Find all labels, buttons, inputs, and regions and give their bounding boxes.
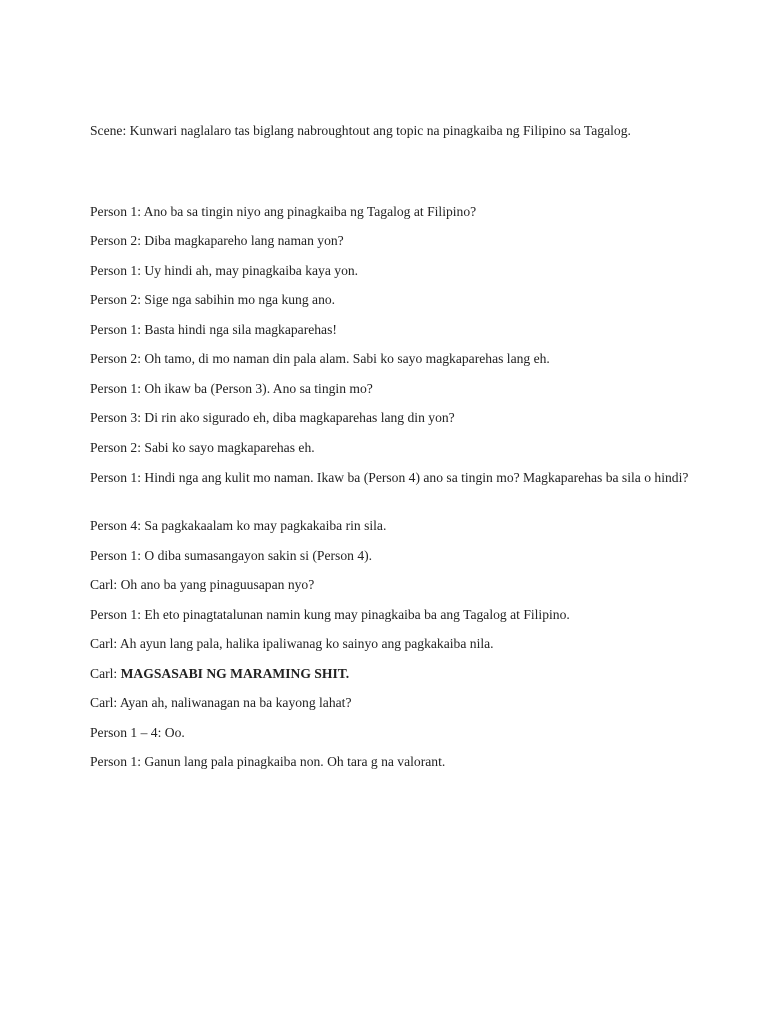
dialogue-text: Ayan ah, naliwanagan na ba kayong lahat?	[119, 695, 352, 710]
speaker-label: Person 1:	[90, 607, 141, 622]
dialogue-text: Oo.	[164, 725, 185, 740]
dialogue-line	[90, 350, 690, 368]
dialogue-text: Sabi ko sayo magkaparehas eh.	[144, 440, 315, 455]
dialogue-text: Oh tamo, di mo naman din pala alam. Sabi ko sayo magkaparehas lang eh.	[144, 351, 550, 366]
speaker-label: Person 1:	[90, 263, 141, 278]
dialogue-text: Ah ayun lang pala, halika ipaliwanag ko sainyo ang pagkakaiba nila.	[119, 636, 494, 651]
dialogue-text: Di rin ako sigurado eh, diba magkaparehas lang din yon?	[144, 410, 455, 425]
dialogue-text: Ganun lang pala pinagkaiba non. Oh tara g na valorant.	[144, 754, 446, 769]
speaker-label: Carl:	[90, 666, 118, 681]
speaker-label: Person 2:	[90, 292, 141, 307]
dialogue-text-bold: MAGSASABI NG MARAMING SHIT.	[120, 666, 350, 681]
scene-description: Scene: Kunwari naglalaro tas biglang nabroughtout ang topic na pinagkaiba ng Filipino sa Tagalog.	[90, 123, 631, 138]
speaker-label: Person 1:	[90, 470, 141, 485]
dialogue-line	[90, 321, 690, 339]
dialogue-text: Oh ikaw ba (Person 3). Ano sa tingin mo?	[144, 381, 373, 396]
speaker-label: Person 1:	[90, 322, 141, 337]
dialogue-text: Sa pagkakaalam ko may pagkakaiba rin sila.	[144, 518, 387, 533]
dialogue-text: Sige nga sabihin mo nga kung ano.	[144, 292, 336, 307]
dialogue-line	[90, 724, 690, 742]
speaker-label: Carl:	[90, 636, 118, 651]
dialogue-line	[90, 753, 690, 771]
dialogue-line	[90, 232, 690, 250]
dialogue-line	[90, 262, 690, 280]
dialogue-line	[90, 439, 690, 457]
dialogue-line	[90, 291, 690, 309]
dialogue-line	[90, 606, 690, 624]
speaker-label: Person 1:	[90, 548, 141, 563]
dialogue-text: Eh eto pinagtatalunan namin kung may pinagkaiba ba ang Tagalog at Filipino.	[144, 607, 570, 622]
dialogue-text: Ano ba sa tingin niyo ang pinagkaiba ng Tagalog at Filipino?	[143, 204, 477, 219]
dialogue-line	[90, 203, 690, 221]
speaker-label: Person 2:	[90, 233, 141, 248]
speaker-label: Person 1 – 4:	[90, 725, 162, 740]
dialogue-line	[90, 635, 690, 653]
speaker-label: Person 1:	[90, 204, 141, 219]
speaker-label: Carl:	[90, 695, 118, 710]
dialogue-text: Uy hindi ah, may pinagkaiba kaya yon.	[144, 263, 359, 278]
dialogue-line	[90, 380, 690, 398]
speaker-label: Person 2:	[90, 440, 141, 455]
dialogue-text: O diba sumasangayon sakin si (Person 4).	[144, 548, 373, 563]
dialogue-text: Basta hindi nga sila magkaparehas!	[144, 322, 337, 337]
dialogue-text: Hindi nga ang kulit mo naman. Ikaw ba (Person 4) ano sa tingin mo? Magkaparehas ba sila o hindi?	[144, 470, 689, 485]
dialogue-text: Diba magkapareho lang naman yon?	[144, 233, 344, 248]
speaker-label: Person 1:	[90, 754, 141, 769]
speaker-label: Person 3:	[90, 410, 141, 425]
dialogue-line	[90, 517, 690, 535]
speaker-label: Person 2:	[90, 351, 141, 366]
dialogue-line	[90, 547, 690, 565]
dialogue-line	[90, 665, 690, 683]
speaker-label: Person 4:	[90, 518, 141, 533]
dialogue-line	[90, 576, 690, 594]
dialogue-line	[90, 409, 690, 427]
speaker-label: Person 1:	[90, 381, 141, 396]
dialogue-line	[90, 469, 690, 487]
dialogue-text: Oh ano ba yang pinaguusapan nyo?	[120, 577, 315, 592]
dialogue-line	[90, 694, 690, 712]
speaker-label: Carl:	[90, 577, 118, 592]
